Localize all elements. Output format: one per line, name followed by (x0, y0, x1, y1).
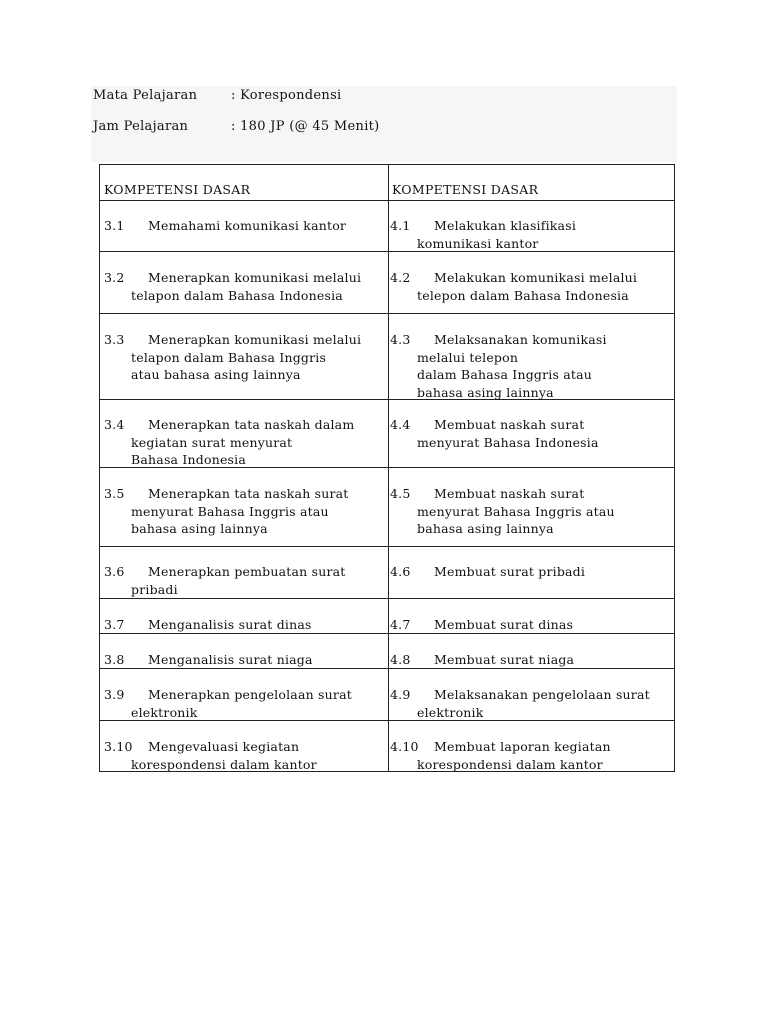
competency-number: 4.1 (390, 218, 411, 233)
competency-number: 3.1 (104, 218, 125, 233)
competency-text: Melaksanakan pengelolaan surat (434, 687, 650, 702)
table-cell-right (390, 686, 674, 723)
competency-text: bahasa asing lainnya (131, 521, 268, 536)
competency-text: menyurat Bahasa Inggris atau (131, 503, 329, 519)
competency-text: Melakukan klasifikasi (434, 218, 577, 233)
competency-text: telapon dalam Bahasa Inggris (131, 349, 327, 365)
table-cell-right (390, 738, 674, 772)
competency-text: komunikasi kantor (417, 235, 539, 251)
table-cell-left (104, 331, 387, 386)
row-divider (100, 200, 674, 201)
header-left: KOMPETENSI DASAR (104, 182, 251, 197)
competency-text: telepon dalam Bahasa Indonesia (417, 287, 629, 303)
hours-value: : 180 JP (@ 45 Menit) (231, 119, 380, 134)
competency-number: 3.8 (104, 652, 125, 667)
table-cell-left (104, 563, 387, 600)
table-cell-right (390, 217, 674, 254)
table-cell-right (390, 269, 674, 306)
table-cell-right (390, 563, 674, 583)
competency-number: 3.3 (104, 332, 125, 347)
competency-number: 3.5 (104, 486, 125, 501)
hours-row (93, 119, 380, 134)
table-cell-right (390, 331, 674, 403)
competency-text: Membuat naskah surat (434, 417, 585, 432)
competency-text: Menerapkan tata naskah surat (148, 486, 349, 501)
table-cell-left (104, 217, 387, 237)
competency-number: 4.4 (390, 417, 411, 432)
competency-text: bahasa asing lainnya (417, 521, 554, 536)
table-cell-left (104, 651, 387, 671)
competency-text: Menerapkan pembuatan surat (148, 564, 346, 579)
subject-label: Mata Pelajaran (93, 88, 198, 103)
competency-number: 3.2 (104, 270, 125, 285)
competency-number: 3.6 (104, 564, 125, 579)
competency-number: 4.3 (390, 332, 411, 347)
competency-text: Mengevaluasi kegiatan (148, 739, 300, 754)
competency-table (99, 164, 675, 772)
table-cell-left (104, 485, 387, 540)
competency-text: Menerapkan tata naskah dalam (148, 417, 355, 432)
header-right: KOMPETENSI DASAR (392, 182, 539, 197)
competency-number: 4.2 (390, 270, 411, 285)
competency-text: bahasa asing lainnya (417, 384, 554, 400)
competency-number: 3.4 (104, 417, 125, 432)
competency-text: elektronik (417, 704, 484, 720)
competency-number: 4.9 (390, 687, 411, 702)
competency-text: Membuat laporan kegiatan (434, 739, 611, 754)
competency-number: 4.8 (390, 652, 411, 667)
row-divider (100, 546, 674, 547)
competency-number: 3.9 (104, 687, 125, 702)
competency-number: 4.10 (390, 739, 419, 754)
competency-text: atau bahasa asing lainnya (131, 367, 301, 382)
competency-text: Membuat surat pribadi (434, 564, 586, 579)
subject-value: : Korespondensi (231, 88, 342, 103)
competency-text: melalui telepon (417, 349, 519, 365)
table-cell-right (390, 416, 674, 453)
competency-number: 4.5 (390, 486, 411, 501)
competency-text: Menerapkan komunikasi melalui (148, 270, 362, 285)
table-cell-right (390, 485, 674, 540)
competency-text: Menganalisis surat niaga (148, 652, 313, 667)
competency-text: elektronik (131, 704, 198, 720)
competency-text: dalam Bahasa Inggris atau (417, 367, 593, 382)
competency-text: Membuat surat niaga (434, 652, 575, 667)
competency-number: 3.7 (104, 617, 125, 632)
competency-text: Melaksanakan komunikasi (434, 332, 607, 347)
table-cell-right (390, 651, 674, 671)
competency-number: 3.10 (104, 739, 133, 754)
competency-text: telapon dalam Bahasa Indonesia (131, 287, 343, 303)
competency-number: 4.6 (390, 564, 411, 579)
competency-text: menyurat Bahasa Indonesia (417, 434, 599, 450)
row-divider (100, 313, 674, 314)
competency-text: Menganalisis surat dinas (148, 617, 312, 632)
table-cell-left (104, 416, 387, 471)
competency-text: korespondensi dalam kantor (417, 756, 603, 772)
hours-label: Jam Pelajaran (93, 119, 189, 134)
competency-text: Membuat surat dinas (434, 617, 574, 632)
competency-text: menyurat Bahasa Inggris atau (417, 503, 615, 519)
competency-text: Menerapkan pengelolaan surat (148, 687, 352, 702)
competency-text: Membuat naskah surat (434, 486, 585, 501)
table-cell-left (104, 616, 387, 636)
table-cell-right (390, 616, 674, 636)
course-info (91, 86, 677, 162)
competency-text: Memahami komunikasi kantor (148, 218, 347, 233)
column-divider (388, 165, 389, 771)
competency-text: Menerapkan komunikasi melalui (148, 332, 362, 347)
competency-text: korespondensi dalam kantor (131, 756, 317, 772)
competency-text: kegiatan surat menyurat (131, 434, 293, 450)
competency-text: Bahasa Indonesia (131, 452, 247, 467)
competency-text: Melakukan komunikasi melalui (434, 270, 638, 285)
table-cell-left (104, 686, 387, 723)
competency-number: 4.7 (390, 617, 411, 632)
table-cell-left (104, 269, 387, 306)
table-cell-left (104, 738, 387, 772)
competency-text: pribadi (131, 581, 178, 597)
subject-row (93, 88, 342, 103)
